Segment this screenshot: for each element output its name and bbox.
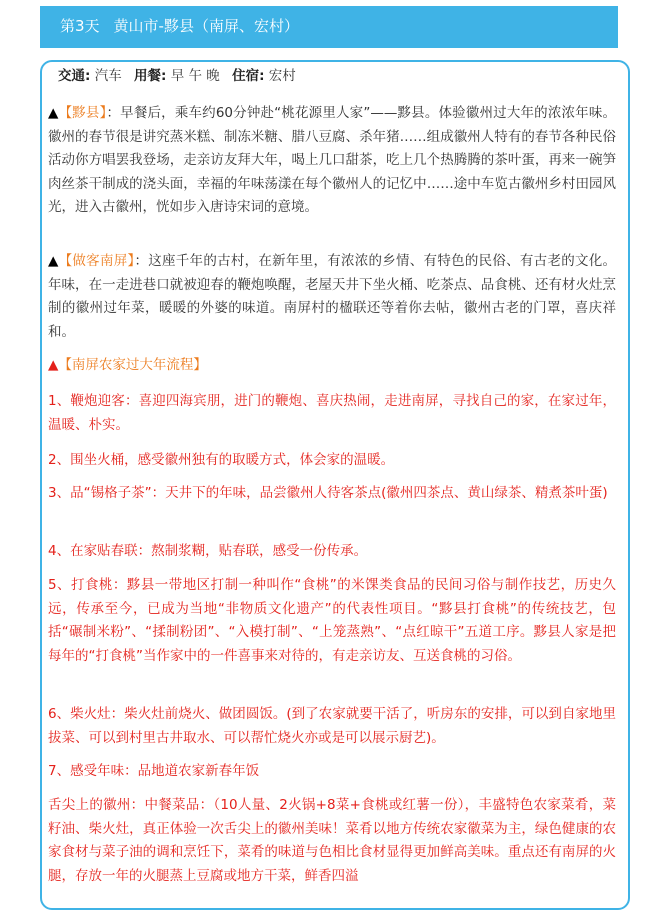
red-triangle-icon: ▲ [48, 357, 59, 373]
step-item: 4、在家贴春联：熬制浆糊，贴春联，感受一份传承。 [48, 543, 368, 559]
yixian-paragraph [48, 102, 616, 220]
step-item: 舌尖上的徽州：中餐菜品：（10人量、2火锅+8菜+食桃或红薯一份），丰盛特色农家菜肴，菜籽油、柴火灶，真正体验一次舌尖上的徽州美味！菜肴以地方传统农家徽菜为主，绿色健康的农家食材与菜子油的调和烹饪下，菜肴的味道与色相比食材显得更加鲜高美味。重点还有南屏的火腿，存放一年的火腿蒸上豆腐或地方干菜，鲜香四溢 [48, 797, 616, 884]
yixian-text: ：早餐后，乘车约60分钟赴“桃花源里人家”——黟县。体验徽州过大年的浓浓年味。徽州的春节很是讲究蒸米糕、制冻米糖、腊八豆腐、杀年猪……组成徽州人特有的春节各种民俗活动你方唱罢我登场，走亲访友拜大年，喝上几口甜茶，吃上几个热腾腾的茶叶蛋，再来一碗笋肉丝茶干制成的浇头面，幸福的年味荡漾在每个徽州人的记忆中……途中车览古徽州乡村田园风光，进入古徽州，恍如步入唐诗宋词的意境。 [48, 105, 617, 215]
step-item: 1、鞭炮迎客：喜迎四海宾朋，进门的鞭炮、喜庆热闹，走进南屏，寻找自己的家，在家过年，温暖、朴实。 [48, 393, 616, 433]
day-route: 黄山市-黟县（南屏、宏村） [113, 17, 299, 35]
meal-label: 用餐: [134, 68, 167, 84]
triangle-icon: ▲ [48, 105, 59, 121]
travel-info-row [58, 66, 296, 86]
nanping-title: 【做客南屏】 [58, 253, 135, 269]
lodging-value: 宏村 [268, 68, 296, 84]
flow-heading [48, 354, 616, 378]
lodging-label: 住宿: [232, 68, 265, 84]
step-item: 2、围坐火桶，感受徽州独有的取暖方式，体会家的温暖。 [48, 452, 395, 468]
transport-label: 交通: [58, 68, 91, 84]
transport-value: 汽车 [94, 68, 122, 84]
nanping-paragraph [48, 250, 616, 344]
step-item: 5、打食桃：黟县一带地区打制一种叫作“食桃”的米馃类食品的民间习俗与制作技艺，历史久远，传承至今，已成为当地“非物质文化遗产”的代表性项目。“黟县打食桃”的传统技艺，包括“碾制米粉”、“揉制粉团”、“入模打制”、“上笼蒸熟”、“点红晾干”五道工序。黟县人家是把每年的“打食桃”当作家中的一件喜事来对待的，有走亲访友、互送食桃的习俗。 [48, 577, 616, 664]
nanping-text: ：这座千年的古村，在新年里，有浓浓的乡情、有特色的民俗、有古老的文化。年味，在一走进巷口就被迎春的鞭炮唤醒，老屋天井下坐火桶、吃茶点、品食桃、还有材火灶烹制的徽州过年菜，暖暖的外婆的味道。南屏村的楹联还等着你去帖，徽州古老的门罩，喜庆祥和。 [48, 253, 617, 340]
day-header [40, 6, 618, 48]
flow-title: 【南屏农家过大年流程】 [58, 357, 207, 373]
meal-value: 早 午 晚 [170, 68, 220, 84]
step-item: 7、感受年味：品地道农家新春年饭 [48, 763, 260, 779]
yixian-title: 【黟县】 [58, 105, 107, 121]
triangle-icon: ▲ [48, 253, 59, 269]
step-item: 3、品“锡格子茶”：天井下的年味，品尝徽州人待客茶点(徽州四茶点、黄山绿茶、精煮茶叶蛋) [48, 485, 608, 501]
day-number: 第3天 [60, 17, 100, 35]
step-item: 6、柴火灶：柴火灶前烧火、做团圆饭。(到了农家就要干活了，听房东的安排，可以到自家地里拔菜、可以到村里古井取水、可以帮忙烧火亦或是可以展示厨艺)。 [48, 706, 616, 746]
